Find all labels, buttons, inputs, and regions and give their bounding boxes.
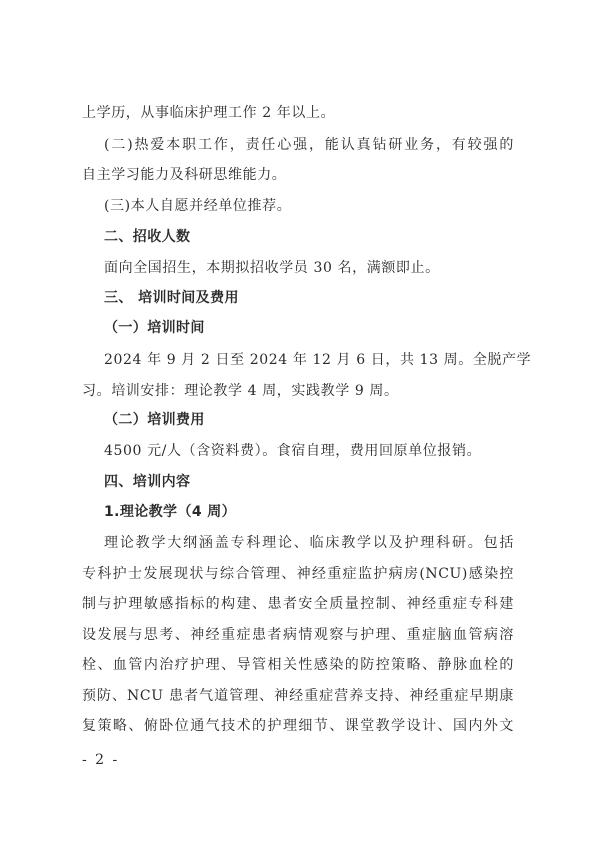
subsection-heading-theory-teaching: 1.理论教学（4 周） (104, 504, 237, 520)
paragraph-line-theory-2: 专科护士发展现状与综合管理、神经重症监护病房(NCU)感染控 (82, 566, 514, 582)
subsection-heading-training-time: （一）培训时间 (104, 320, 205, 336)
paragraph-line-requirement-2b: 自主学习能力及科研思维能力。 (82, 167, 287, 183)
paragraph-line-theory-1: 理论教学大纲涵盖专科理论、临床教学以及护理科研。包括 (104, 535, 514, 551)
section-heading-training-content: 四、培训内容 (104, 474, 191, 490)
section-heading-enrollment: 二、招收人数 (104, 229, 191, 245)
paragraph-line-theory-3: 制与护理敏感指标的构建、患者安全质量控制、神经重症专科建 (82, 596, 514, 612)
paragraph-line-training-dates: 2024 年 9 月 2 日至 2024 年 12 月 6 日，共 13 周。全脱产学 (104, 352, 532, 368)
paragraph-line-theory-5: 栓、血管内治疗护理、导管相关性感染的防控策略、静脉血栓的 (82, 657, 514, 673)
paragraph-line-enrollment: 面向全国招生，本期拟招收学员 30 名，满额即止。 (104, 260, 440, 276)
section-heading-time-and-fees: 三、 培训时间及费用 (104, 290, 239, 306)
paragraph-line-theory-7: 复策略、俯卧位通气技术的护理细节、课堂教学设计、国内外文 (82, 718, 514, 734)
paragraph-line-fees: 4500 元/人（含资料费）。食宿自理，费用回原单位报销。 (104, 443, 482, 459)
paragraph-line-requirement-2a: (二)热爱本职工作，责任心强，能认真钻研业务，有较强的 (104, 137, 514, 153)
paragraph-line-education: 上学历，从事临床护理工作 2 年以上。 (82, 105, 336, 121)
page-number: - 2 - (82, 752, 120, 768)
paragraph-line-training-schedule: 习。培训安排：理论教学 4 周，实践教学 9 周。 (82, 383, 399, 399)
paragraph-line-theory-6: 预防、NCU 患者气道管理、神经重症营养支持、神经重症早期康 (82, 688, 514, 704)
paragraph-line-theory-4: 设发展与思考、神经重症患者病情观察与护理、重症脑血管病溶 (82, 627, 514, 643)
paragraph-line-requirement-3: (三)本人自愿并经单位推荐。 (104, 198, 292, 214)
subsection-heading-training-fees: （二）培训费用 (104, 412, 205, 428)
